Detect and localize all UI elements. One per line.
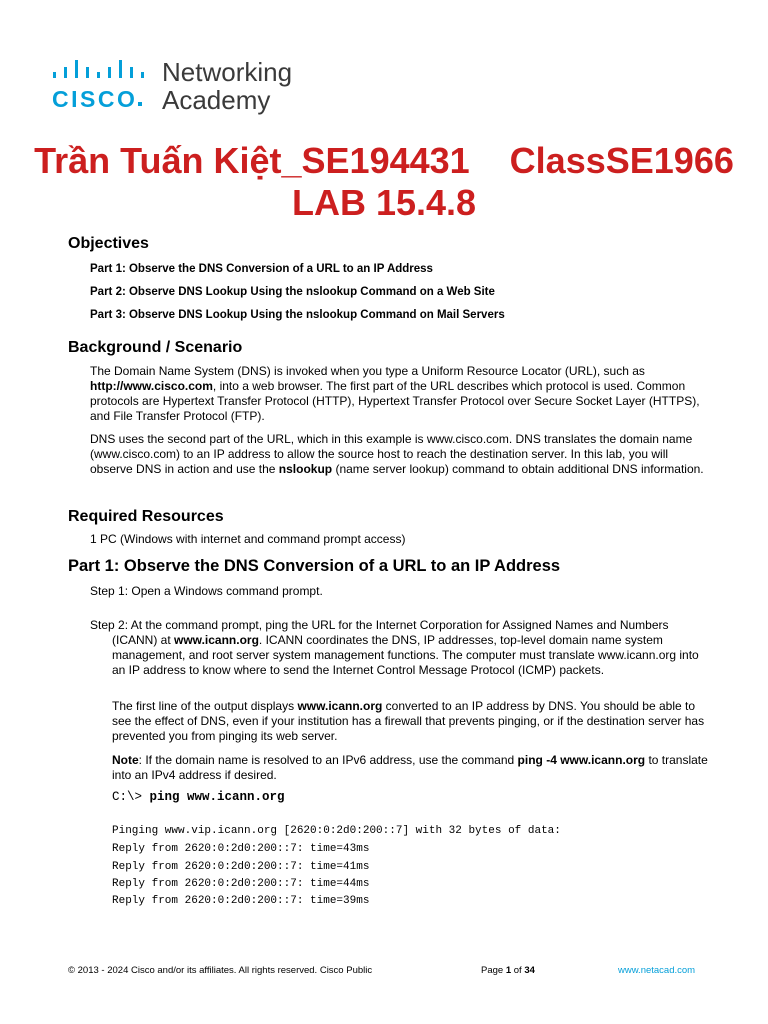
- logo-networking: Networking: [162, 57, 293, 87]
- objectives-heading: Objectives: [68, 235, 149, 252]
- output-line: Reply from 2620:0:2d0:200::7: time=43ms: [112, 843, 370, 855]
- footer-website-link[interactable]: www.netacad.com: [618, 965, 696, 976]
- background-paragraph-2: DNS uses the second part of the URL, which in this example is www.cisco.com. DNS translates the domain name (www.cisco.com) to an IP address to allow the source host to reach the destination server. In this lab, you will observe DNS in action and use the nslookup (name server lookup) command to obtain additional DNS information.: [90, 432, 704, 476]
- document-title-line1: Trần Tuấn Kiệt_SE194431 ClassSE1966: [34, 140, 734, 181]
- objective-item: Part 2: Observe DNS Lookup Using the nslookup Command on a Web Site: [90, 286, 495, 298]
- footer-copyright: © 2013 - 2024 Cisco and/or its affiliates. All rights reserved. Cisco Public: [68, 965, 373, 976]
- step-2: Step 2: At the command prompt, ping the URL for the Internet Corporation for Assigned Names and Numbers (ICANN) at www.icann.org. ICANN coordinates the DNS, IP addresses, top-level domain name system management, and root server system management functions. The computer must translate www.icann.org into an IP address to know where to send the Internet Control Message Protocol (ICMP) packets.: [90, 618, 699, 677]
- objective-item: Part 1: Observe the DNS Conversion of a URL to an IP Address: [90, 263, 433, 275]
- output-line: Reply from 2620:0:2d0:200::7: time=41ms: [112, 861, 370, 873]
- resources-item: 1 PC (Windows with internet and command prompt access): [90, 532, 406, 546]
- command-line: C:\> ping www.icann.org: [112, 790, 285, 804]
- output-line: Pinging www.vip.icann.org [2620:0:2d0:200::7] with 32 bytes of data:: [112, 825, 561, 837]
- background-paragraph-1: The Domain Name System (DNS) is invoked when you type a Uniform Resource Locator (URL), such as http://www.cisco.com, into a web browser. The first part of the URL describes which protocol is used. Common protocols are Hypertext Transfer Protocol (HTTP), Hypertext Transfer Protocol over Secure Socket Layer (HTTPS), and File Transfer Protocol (FTP).: [90, 364, 700, 423]
- document-title-line2: LAB 15.4.8: [291, 182, 477, 223]
- footer-page-number: Page 1 of 34: [481, 965, 535, 976]
- output-explanation: The first line of the output displays www.icann.org converted to an IP address by DNS. You should be able to see the effect of DNS, even if your institution has a firewall that prevents pinging, or if the destination server has prevented you from pinging its web server.: [112, 699, 705, 743]
- step-1: Step 1: Open a Windows command prompt.: [90, 584, 323, 598]
- output-line: Reply from 2620:0:2d0:200::7: time=39ms: [112, 895, 370, 907]
- objective-item: Part 3: Observe DNS Lookup Using the nslookup Command on Mail Servers: [90, 309, 505, 321]
- cisco-bars-icon: [53, 60, 145, 80]
- cisco-wordmark: CISCO: [52, 86, 142, 112]
- logo-academy: Academy: [162, 85, 271, 115]
- background-heading: Background / Scenario: [68, 339, 243, 356]
- resources-heading: Required Resources: [68, 508, 224, 525]
- output-line: Reply from 2620:0:2d0:200::7: time=44ms: [112, 878, 370, 890]
- part1-heading: Part 1: Observe the DNS Conversion of a URL to an IP Address: [68, 557, 561, 575]
- note-paragraph: Note: If the domain name is resolved to an IPv6 address, use the command ping -4 www.icann.org to translate into an IPv4 address if desired.: [112, 753, 708, 782]
